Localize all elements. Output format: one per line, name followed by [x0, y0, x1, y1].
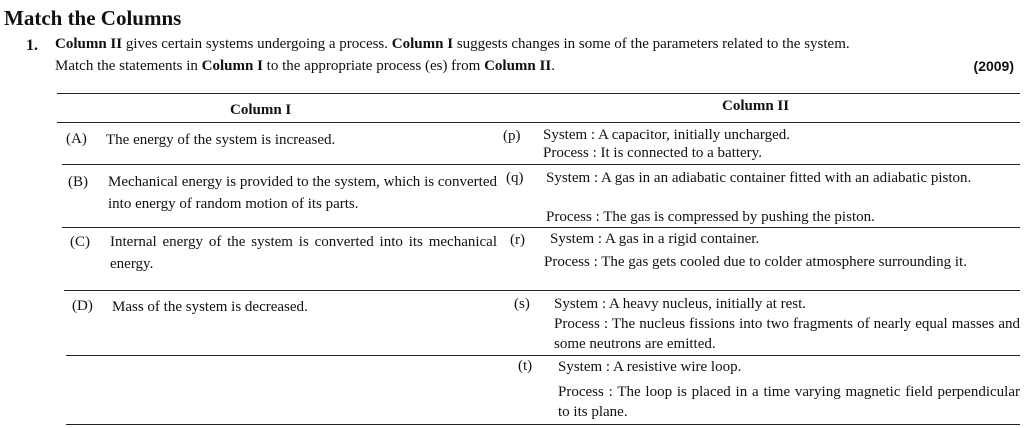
process-tag: (r): [510, 232, 525, 248]
column-i-ref: Column I: [201, 58, 263, 74]
statement-text: The energy of the system is increased.: [106, 132, 336, 148]
statement-tag: (D): [72, 298, 93, 314]
question-text-line-1: [55, 36, 850, 53]
row-divider: [62, 164, 1020, 165]
process-tag: (s): [514, 296, 530, 312]
row-divider: [62, 227, 1020, 228]
process-tag: (t): [518, 358, 533, 374]
header-rule: [57, 122, 1020, 123]
process-system: System : A gas in a rigid container.: [550, 231, 760, 247]
column-i-ref: Column I: [391, 36, 454, 52]
table-bottom-rule: [66, 424, 1020, 425]
process-description: Process : The gas is compressed by pushing the piston.: [546, 209, 875, 225]
column-ii-ref: Column II: [484, 58, 552, 74]
table-top-rule: [57, 93, 1020, 94]
statement-text: Mass of the system is decreased.: [112, 299, 308, 315]
column-i-header: Column I: [230, 102, 292, 118]
row-divider: [66, 355, 1020, 356]
process-system: System : A gas in an adiabatic container fitted with an adiabatic piston.: [546, 170, 972, 186]
question-fragment: to the appropriate process (es) from: [262, 58, 485, 74]
question-number: 1.: [26, 37, 38, 54]
question-text-line-2: [55, 58, 555, 75]
process-system: System : A resistive wire loop.: [558, 359, 742, 375]
column-ii-header: Column II: [722, 98, 790, 114]
section-title: Match the Columns: [4, 6, 182, 30]
row-divider: [64, 290, 1020, 291]
process-tag: (q): [506, 170, 524, 186]
exam-year: (2009): [973, 58, 1014, 74]
question-fragment: suggests changes in some of the parameters related to the system.: [453, 36, 850, 52]
question-fragment: Match the statements in: [55, 58, 202, 74]
statement-tag: (C): [70, 234, 90, 250]
question-fragment: gives certain systems undergoing a process.: [122, 36, 392, 52]
process-description: Process : The gas gets cooled due to colder atmosphere surrounding it.: [544, 254, 967, 270]
process-tag: (p): [503, 128, 521, 144]
process-system: System : A capacitor, initially uncharged.: [543, 127, 790, 143]
column-ii-ref: Column II: [55, 36, 123, 52]
statement-tag: (A): [66, 131, 87, 147]
statement-tag: (B): [68, 174, 88, 190]
process-system: System : A heavy nucleus, initially at rest.: [554, 296, 807, 312]
process-description: Process : It is connected to a battery.: [543, 145, 762, 161]
question-fragment: .: [551, 58, 555, 74]
statement-text: Mechanical energy is provided to the system, which is converted into energy of random motion of its parts.: [108, 174, 497, 212]
process-description: Process : The loop is placed in a time varying magnetic field perpendicular to its plane.: [558, 384, 1020, 420]
process-description: Process : The nucleus fissions into two fragments of nearly equal masses and some neutrons are emitted.: [554, 316, 1020, 352]
statement-text: Internal energy of the system is converted into its mechanical energy.: [110, 234, 497, 272]
